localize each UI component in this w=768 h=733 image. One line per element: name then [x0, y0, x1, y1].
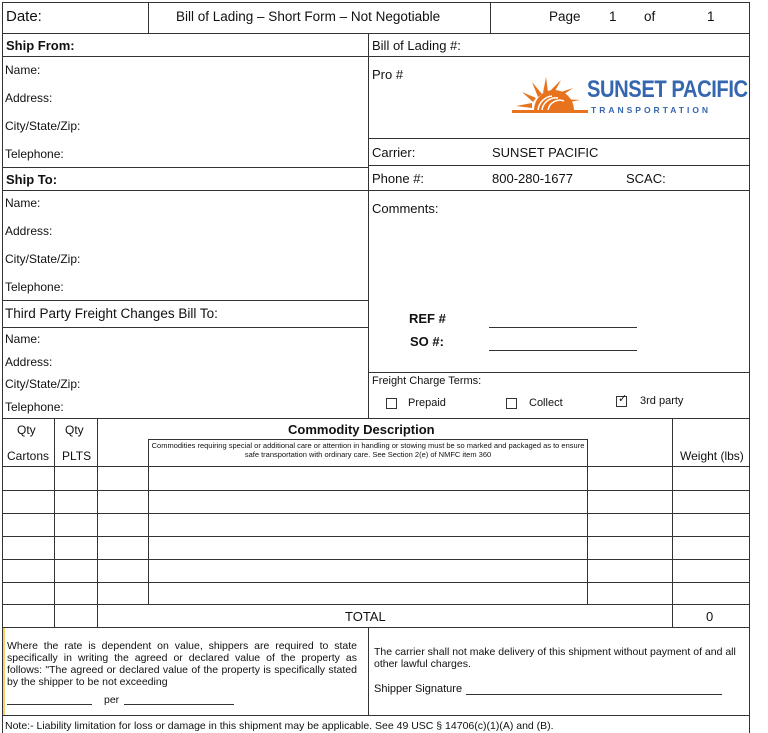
divider	[2, 559, 750, 560]
third-party-city-label: City/State/Zip:	[5, 377, 81, 391]
divider	[368, 56, 750, 57]
ship-from-telephone-label: Telephone:	[5, 147, 64, 161]
frame-left	[2, 2, 3, 733]
divider	[54, 418, 55, 627]
declared-value-line[interactable]	[7, 704, 92, 705]
ship-to-address-label: Address:	[5, 224, 53, 238]
divider	[2, 327, 369, 328]
logo-name: SUNSET PACIFIC	[587, 76, 748, 103]
divider	[368, 138, 750, 139]
ship-to-title: Ship To:	[6, 172, 58, 187]
ship-from-address-label: Address:	[5, 91, 53, 105]
prepaid-label: Prepaid	[408, 397, 446, 409]
ref-input-line[interactable]	[489, 327, 637, 328]
divider	[2, 513, 750, 514]
carrier-value: SUNSET PACIFIC	[492, 145, 599, 160]
divider	[2, 167, 369, 168]
divider	[148, 439, 588, 440]
ship-from-title: Ship From:	[6, 38, 75, 53]
carrier-label: Carrier:	[372, 145, 416, 160]
freight-terms-label: Freight Charge Terms:	[372, 375, 482, 387]
divider	[2, 466, 750, 467]
third-party-title: Third Party Freight Changes Bill To:	[5, 306, 218, 321]
prepaid-checkbox[interactable]	[386, 398, 397, 409]
of-label: of	[644, 9, 656, 24]
declared-value-clause: Where the rate is dependent on value, shippers are required to state specifically in writing the agreed or declared value of the property as follows: "The agreed or declared value of the property is specifically stated by the shipper to be not exceeding	[7, 640, 357, 688]
sunset-logo-icon	[512, 74, 588, 116]
checkmark-icon: ✓	[618, 393, 628, 405]
total-value: 0	[706, 609, 714, 624]
page-total: 1	[707, 9, 715, 24]
commodity-title: Commodity Description	[288, 422, 435, 437]
page-label: Page	[549, 9, 581, 24]
pro-number-label: Pro #	[372, 67, 404, 82]
divider	[490, 2, 491, 33]
divider	[2, 190, 369, 191]
divider	[368, 372, 750, 373]
commodity-note: Commodities requiring special or additional care or attention in handling or stowing must be so marked and packaged as to ensure safe transportation with ordinary care. See Section 2(e) of NMFC item 360	[151, 441, 585, 459]
frame-right	[749, 2, 750, 733]
ship-to-city-label: City/State/Zip:	[5, 252, 81, 266]
divider	[2, 715, 750, 716]
third-party-address-label: Address:	[5, 355, 53, 369]
divider	[2, 582, 750, 583]
divider	[2, 33, 750, 34]
weight-header: Weight (lbs)	[680, 449, 744, 463]
qty-header-2: Qty	[65, 423, 84, 437]
divider	[587, 439, 588, 605]
phone-label: Phone #:	[372, 171, 425, 186]
phone-value: 800-280-1677	[492, 171, 573, 186]
divider	[368, 627, 369, 715]
ref-label: REF #	[409, 311, 446, 326]
collect-label: Collect	[529, 397, 563, 409]
divider	[2, 56, 369, 57]
divider	[148, 439, 149, 605]
divider	[2, 627, 750, 628]
page-number: 1	[609, 9, 617, 24]
comments-label: Comments:	[372, 201, 439, 216]
bol-number-label: Bill of Lading #:	[372, 38, 461, 53]
ship-from-city-label: City/State/Zip:	[5, 119, 81, 133]
so-input-line[interactable]	[489, 350, 637, 351]
liability-note: Note:- Liability limitation for loss or damage in this shipment may be applicable. See 49 USC § 14706(c)(1)(A) and (B).	[5, 720, 554, 732]
cartons-header: Cartons	[7, 449, 50, 463]
divider	[2, 490, 750, 491]
divider	[2, 536, 750, 537]
total-label: TOTAL	[345, 609, 386, 624]
scac-label: SCAC:	[626, 171, 666, 186]
divider	[672, 418, 673, 627]
divider	[2, 300, 369, 301]
divider	[2, 604, 750, 605]
per-label: per	[104, 694, 120, 706]
collect-checkbox[interactable]	[506, 398, 517, 409]
logo-subtitle: TRANSPORTATION	[591, 105, 712, 115]
ship-to-name-label: Name:	[5, 196, 41, 210]
divider	[97, 418, 98, 627]
ship-to-telephone-label: Telephone:	[5, 280, 64, 294]
highlight-bar	[3, 628, 5, 715]
shipper-signature-line[interactable]	[466, 694, 722, 695]
divider	[368, 190, 750, 191]
frame-top	[2, 2, 750, 3]
divider	[148, 2, 149, 33]
date-label: Date:	[6, 8, 42, 25]
third-party-checkbox[interactable]	[616, 393, 628, 407]
shipper-signature-label: Shipper Signature	[374, 683, 463, 695]
third-party-telephone-label: Telephone:	[5, 400, 64, 414]
third-party-option-label: 3rd party	[640, 395, 684, 407]
divider	[368, 165, 750, 166]
per-line[interactable]	[124, 704, 234, 705]
so-label: SO #:	[410, 334, 444, 349]
ship-from-name-label: Name:	[5, 63, 41, 77]
divider	[2, 418, 750, 419]
document-title: Bill of Lading – Short Form – Not Negotiable	[176, 9, 441, 24]
divider	[368, 33, 369, 418]
qty-header-1: Qty	[17, 423, 36, 437]
plts-header: PLTS	[62, 449, 92, 463]
third-party-name-label: Name:	[5, 332, 41, 346]
carrier-clause: The carrier shall not make delivery of this shipment without payment of and all other lawful charges.	[374, 646, 736, 670]
